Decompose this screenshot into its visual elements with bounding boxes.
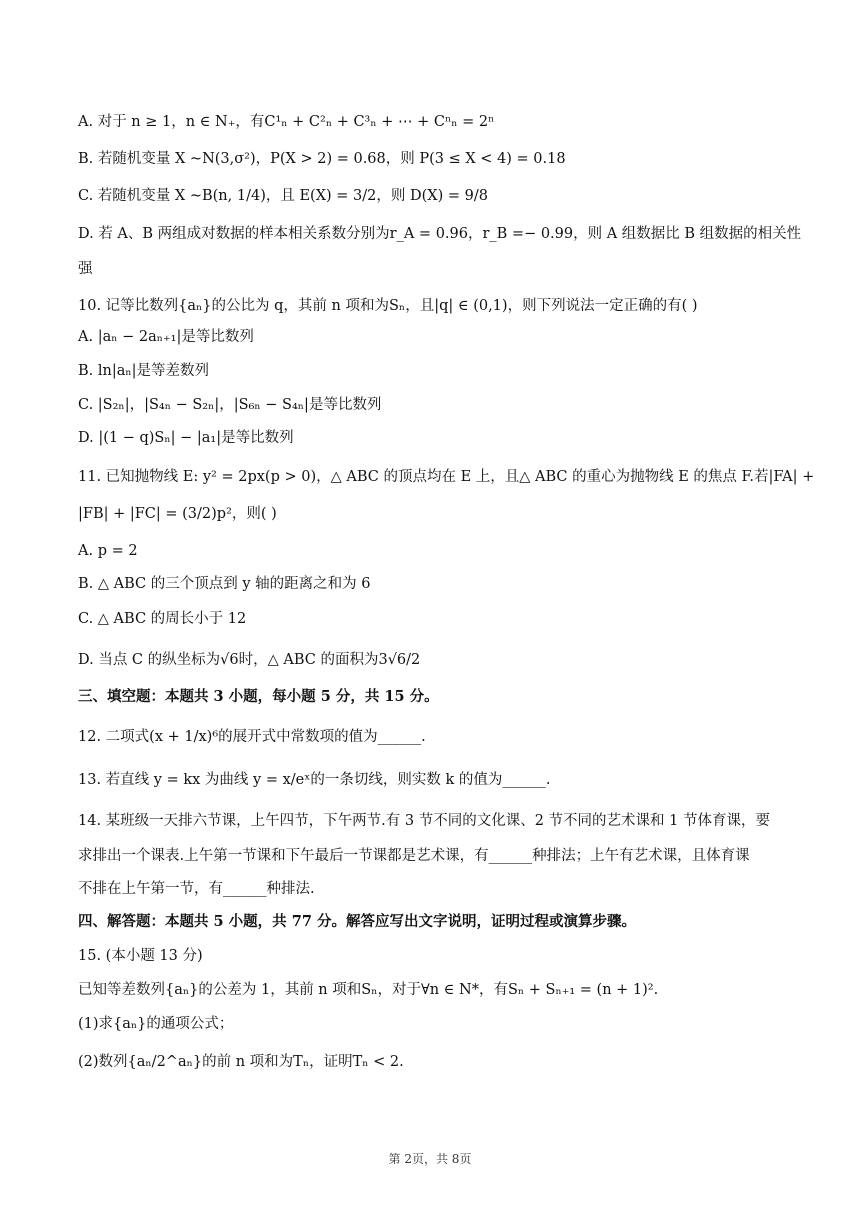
page-footer: 第 2页，共 8页 xyxy=(388,1152,472,1166)
option-9b: B. 若随机变量 X ~N(3,σ²)，P(X > 2) = 0.68，则 P(3 ≤ X < 4) = 0.18 xyxy=(78,151,566,167)
question-12: 12. 二项式(x + 1/x)⁶的展开式中常数项的值为______. xyxy=(78,729,426,745)
option-9d-cont: 强 xyxy=(78,261,93,277)
question-10: 10. 记等比数列{aₙ}的公比为 q，其前 n 项和为Sₙ，且|q| ∈ (0,1)，则下列说法一定正确的有( ) xyxy=(78,298,698,314)
question-14: 14. 某班级一天排六节课，上午四节，下午两节.有 3 节不同的文化课、2 节不同的艺术课和 1 节体育课，要 xyxy=(78,813,770,829)
question-15-part-2: (2)数列{aₙ/2^aₙ}的前 n 项和为Tₙ，证明Tₙ < 2. xyxy=(78,1054,404,1070)
question-14-cont-1: 求排出一个课表.上午第一节课和下午最后一节课都是艺术课，有______种排法；上午有艺术课，且体育课 xyxy=(78,848,750,864)
question-14-cont-2: 不排在上午第一节，有______种排法. xyxy=(78,881,315,897)
question-13: 13. 若直线 y = kx 为曲线 y = x/eˣ的一条切线，则实数 k 的值为______. xyxy=(78,772,551,788)
question-15-part-1: (1)求{aₙ}的通项公式； xyxy=(78,1016,234,1032)
option-11d: D. 当点 C 的纵坐标为√6时，△ ABC 的面积为3√6/2 xyxy=(78,652,421,668)
question-15-header: 15. (本小题 13 分) xyxy=(78,948,203,964)
option-10a: A. |aₙ − 2aₙ₊₁|是等比数列 xyxy=(78,329,254,345)
option-11a: A. p = 2 xyxy=(78,543,138,559)
question-11: 11. 已知抛物线 E: y² = 2px(p > 0)，△ ABC 的顶点均在 E 上，且△ ABC 的重心为抛物线 E 的焦点 F.若|FA| + xyxy=(78,469,815,485)
section-heading-answer: 四、解答题：本题共 5 小题，共 77 分。解答应写出文字说明，证明过程或演算步骤。 xyxy=(78,913,636,930)
section-heading-fill-in: 三、填空题：本题共 3 小题，每小题 5 分，共 15 分。 xyxy=(78,688,439,705)
question-11-cont: |FB| + |FC| = (3/2)p²，则( ) xyxy=(78,506,277,522)
option-9d: D. 若 A、B 两组成对数据的样本相关系数分别为r_A = 0.96，r_B =− 0.99，则 A 组数据比 B 组数据的相关性 xyxy=(78,226,802,242)
option-9c: C. 若随机变量 X ~B(n, 1/4)，且 E(X) = 3/2，则 D(X) = 9/8 xyxy=(78,188,488,204)
option-11c: C. △ ABC 的周长小于 12 xyxy=(78,611,247,627)
option-10c: C. |S₂ₙ|，|S₄ₙ − S₂ₙ|，|S₆ₙ − S₄ₙ|是等比数列 xyxy=(78,397,382,413)
option-9a: A. 对于 n ≥ 1，n ∈ N₊，有C¹ₙ + C²ₙ + C³ₙ + ⋯ + Cⁿₙ = 2ⁿ xyxy=(78,114,495,130)
option-10b: B. ln|aₙ|是等差数列 xyxy=(78,363,210,379)
question-15-stem: 已知等差数列{aₙ}的公差为 1，其前 n 项和Sₙ，对于∀n ∈ N*，有Sₙ + Sₙ₊₁ = (n + 1)². xyxy=(78,982,659,998)
option-10d: D. |(1 − q)Sₙ| − |a₁|是等比数列 xyxy=(78,430,294,446)
option-11b: B. △ ABC 的三个顶点到 y 轴的距离之和为 6 xyxy=(78,576,371,592)
